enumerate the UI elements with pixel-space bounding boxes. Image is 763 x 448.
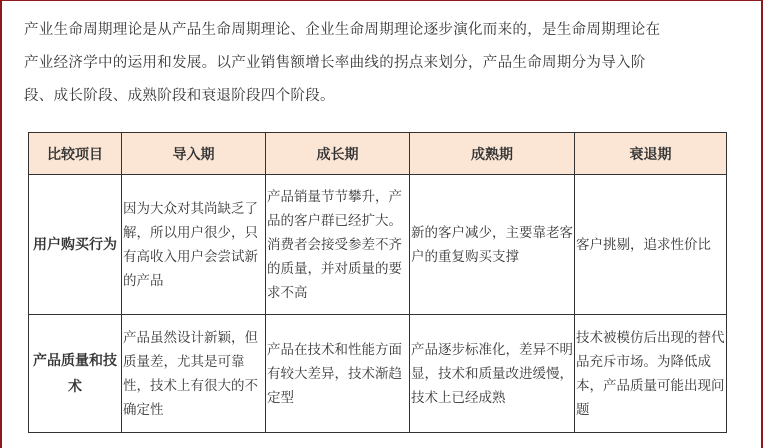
row-label-purchase-behavior: 用户购买行为 (29, 175, 122, 315)
cell-text: 客户挑剔，追求性价比 (576, 236, 711, 253)
header-compare-item: 比较项目 (29, 133, 122, 175)
header-growth: 成长期 (266, 133, 410, 175)
cell-text: 因为大众对其尚缺乏了解，所以用户很少，只有高收入用户会尝试新的产品 (123, 200, 258, 289)
intro-line: 产业生命周期理论是从产品生命周期理论、企业生命周期理论逐步演化而来的，是生命周期理论在 (24, 22, 661, 38)
row-label-quality-technology: 产品质量和技术 (29, 315, 122, 433)
cell-text: 技术被模仿后出现的替代品充斥市场。为降低成本，产品质量可能出现问题 (576, 329, 725, 418)
table-row (29, 175, 727, 315)
intro-line: 段、成长阶段、成熟阶段和衰退阶段四个阶段。 (24, 88, 335, 104)
header-introduction: 导入期 (122, 133, 266, 175)
table-cell (410, 175, 575, 315)
table-row (29, 315, 727, 433)
header-maturity: 成熟期 (410, 133, 575, 175)
cell-text: 产品在技术和性能方面有较大差异，技术渐趋定型 (267, 341, 402, 406)
table-cell (575, 175, 727, 315)
table-cell (410, 315, 575, 433)
table-header-row (29, 133, 727, 175)
cell-text: 产品逐步标准化，差异不明显，技术和质量改进缓慢，技术上已经成熟 (411, 341, 573, 406)
table-cell (122, 175, 266, 315)
comparison-table (28, 132, 727, 433)
cell-text: 产品销量节节攀升，产品的客户群已经扩大。消费者会接受参差不齐的质量，并对质量的要求不高 (267, 188, 402, 301)
table-cell (122, 315, 266, 433)
table-cell (266, 315, 410, 433)
cell-text: 新的客户减少，主要靠老客户的重复购买支撑 (411, 224, 573, 265)
table-cell (575, 315, 727, 433)
table-cell (266, 175, 410, 315)
header-decline: 衰退期 (575, 133, 727, 175)
cell-text: 产品虽然设计新颖，但质量差，尤其是可靠性，技术上有很大的不确定性 (123, 329, 258, 418)
intro-line: 产业经济学中的运用和发展。以产业销售额增长率曲线的拐点来划分，产品生命周期分为导入阶 (24, 55, 646, 71)
intro-paragraph (24, 14, 736, 113)
